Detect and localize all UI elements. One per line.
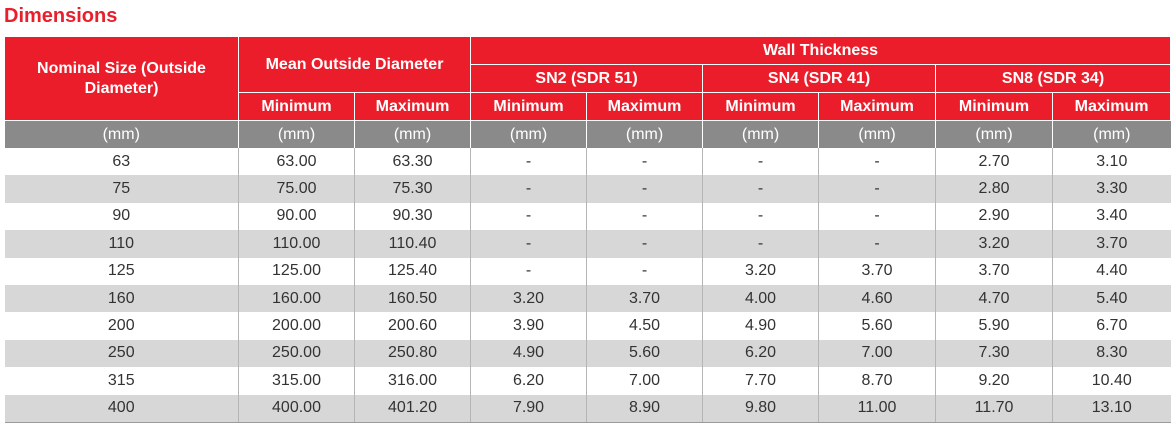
unit-cell: (mm)	[936, 121, 1053, 149]
cell-sn4-max: 3.70	[819, 258, 936, 285]
cell-od-max: 200.60	[355, 312, 471, 339]
cell-nominal: 200	[5, 312, 239, 339]
table-row	[5, 340, 1171, 367]
cell-sn2-min: 4.90	[471, 340, 587, 367]
cell-nominal: 110	[5, 230, 239, 257]
cell-od-min: 400.00	[239, 395, 355, 423]
cell-sn8-max: 3.30	[1053, 175, 1171, 202]
cell-od-max: 250.80	[355, 340, 471, 367]
cell-sn4-max: -	[819, 203, 936, 230]
unit-cell: (mm)	[819, 121, 936, 149]
cell-sn8-max: 4.40	[1053, 258, 1171, 285]
cell-sn2-min: -	[471, 203, 587, 230]
table-row	[5, 230, 1171, 257]
cell-sn2-min: 6.20	[471, 367, 587, 394]
cell-sn8-max: 3.10	[1053, 148, 1171, 175]
table-header	[5, 37, 1171, 121]
cell-sn8-min: 3.70	[936, 258, 1053, 285]
cell-sn4-max: 5.60	[819, 312, 936, 339]
od-minimum-header: Minimum	[239, 93, 355, 121]
cell-od-max: 316.00	[355, 367, 471, 394]
cell-sn4-min: 7.70	[703, 367, 819, 394]
cell-sn8-min: 7.30	[936, 340, 1053, 367]
cell-nominal: 90	[5, 203, 239, 230]
table-row	[5, 395, 1171, 423]
table-row	[5, 258, 1171, 285]
cell-sn2-max: 3.70	[587, 285, 703, 312]
sn8-maximum-header: Maximum	[1053, 93, 1171, 121]
table-row	[5, 312, 1171, 339]
cell-nominal: 125	[5, 258, 239, 285]
cell-sn2-max: -	[587, 175, 703, 202]
wall-thickness-header: Wall Thickness	[471, 37, 1171, 65]
table-row	[5, 175, 1171, 202]
units-row	[5, 121, 1171, 149]
cell-od-min: 125.00	[239, 258, 355, 285]
cell-od-min: 200.00	[239, 312, 355, 339]
cell-nominal: 400	[5, 395, 239, 423]
unit-cell: (mm)	[239, 121, 355, 149]
sn2-minimum-header: Minimum	[471, 93, 587, 121]
table-row	[5, 285, 1171, 312]
cell-sn2-max: 7.00	[587, 367, 703, 394]
cell-od-min: 315.00	[239, 367, 355, 394]
dimensions-table	[4, 36, 1171, 423]
cell-sn4-max: -	[819, 175, 936, 202]
unit-cell: (mm)	[355, 121, 471, 149]
cell-sn8-min: 2.90	[936, 203, 1053, 230]
table-row	[5, 148, 1171, 175]
cell-sn2-min: 7.90	[471, 395, 587, 423]
unit-cell: (mm)	[471, 121, 587, 149]
cell-sn4-max: 8.70	[819, 367, 936, 394]
cell-sn4-max: 4.60	[819, 285, 936, 312]
cell-sn2-min: -	[471, 258, 587, 285]
cell-sn4-min: -	[703, 203, 819, 230]
table-body	[5, 148, 1171, 422]
sn8-minimum-header: Minimum	[936, 93, 1053, 121]
cell-sn8-min: 4.70	[936, 285, 1053, 312]
cell-od-max: 75.30	[355, 175, 471, 202]
cell-sn4-min: -	[703, 148, 819, 175]
cell-od-max: 90.30	[355, 203, 471, 230]
cell-sn2-min: -	[471, 175, 587, 202]
cell-sn8-max: 3.40	[1053, 203, 1171, 230]
cell-sn4-max: 7.00	[819, 340, 936, 367]
cell-sn4-max: -	[819, 148, 936, 175]
cell-sn2-max: -	[587, 203, 703, 230]
table-row	[5, 367, 1171, 394]
mean-outside-diameter-header: Mean Outside Diameter	[239, 37, 471, 93]
cell-nominal: 250	[5, 340, 239, 367]
cell-od-max: 401.20	[355, 395, 471, 423]
cell-sn2-max: -	[587, 148, 703, 175]
sn2-group-header: SN2 (SDR 51)	[471, 65, 703, 93]
cell-sn4-min: 4.00	[703, 285, 819, 312]
cell-od-min: 110.00	[239, 230, 355, 257]
cell-sn2-max: -	[587, 230, 703, 257]
cell-sn8-min: 3.20	[936, 230, 1053, 257]
cell-sn2-max: 4.50	[587, 312, 703, 339]
cell-sn8-min: 2.80	[936, 175, 1053, 202]
unit-cell: (mm)	[587, 121, 703, 149]
cell-sn2-min: -	[471, 148, 587, 175]
cell-od-min: 63.00	[239, 148, 355, 175]
cell-sn2-max: -	[587, 258, 703, 285]
cell-sn8-max: 5.40	[1053, 285, 1171, 312]
cell-sn8-min: 9.20	[936, 367, 1053, 394]
cell-sn2-max: 8.90	[587, 395, 703, 423]
cell-sn4-min: -	[703, 230, 819, 257]
table-row	[5, 203, 1171, 230]
cell-nominal: 160	[5, 285, 239, 312]
sn4-maximum-header: Maximum	[819, 93, 936, 121]
cell-sn2-min: 3.20	[471, 285, 587, 312]
cell-od-min: 75.00	[239, 175, 355, 202]
cell-sn2-min: -	[471, 230, 587, 257]
cell-sn4-max: 11.00	[819, 395, 936, 423]
cell-sn2-max: 5.60	[587, 340, 703, 367]
cell-sn8-max: 3.70	[1053, 230, 1171, 257]
unit-cell: (mm)	[703, 121, 819, 149]
cell-nominal: 63	[5, 148, 239, 175]
nominal-size-header: Nominal Size (Outside Diameter)	[5, 37, 239, 121]
cell-sn4-max: -	[819, 230, 936, 257]
cell-od-min: 160.00	[239, 285, 355, 312]
od-maximum-header: Maximum	[355, 93, 471, 121]
cell-sn4-min: 6.20	[703, 340, 819, 367]
cell-od-min: 250.00	[239, 340, 355, 367]
cell-sn8-max: 13.10	[1053, 395, 1171, 423]
sn2-maximum-header: Maximum	[587, 93, 703, 121]
unit-cell: (mm)	[1053, 121, 1171, 149]
cell-od-max: 63.30	[355, 148, 471, 175]
cell-sn8-max: 10.40	[1053, 367, 1171, 394]
sn4-minimum-header: Minimum	[703, 93, 819, 121]
cell-sn4-min: 9.80	[703, 395, 819, 423]
cell-od-max: 125.40	[355, 258, 471, 285]
cell-sn8-min: 11.70	[936, 395, 1053, 423]
unit-cell: (mm)	[5, 121, 239, 149]
page-title: Dimensions	[4, 5, 118, 27]
cell-sn4-min: 4.90	[703, 312, 819, 339]
cell-od-min: 90.00	[239, 203, 355, 230]
cell-sn2-min: 3.90	[471, 312, 587, 339]
cell-nominal: 315	[5, 367, 239, 394]
cell-sn8-min: 5.90	[936, 312, 1053, 339]
sn8-group-header: SN8 (SDR 34)	[936, 65, 1171, 93]
cell-sn8-max: 8.30	[1053, 340, 1171, 367]
cell-od-max: 160.50	[355, 285, 471, 312]
cell-od-max: 110.40	[355, 230, 471, 257]
cell-nominal: 75	[5, 175, 239, 202]
cell-sn8-min: 2.70	[936, 148, 1053, 175]
cell-sn8-max: 6.70	[1053, 312, 1171, 339]
sn4-group-header: SN4 (SDR 41)	[703, 65, 936, 93]
cell-sn4-min: -	[703, 175, 819, 202]
cell-sn4-min: 3.20	[703, 258, 819, 285]
